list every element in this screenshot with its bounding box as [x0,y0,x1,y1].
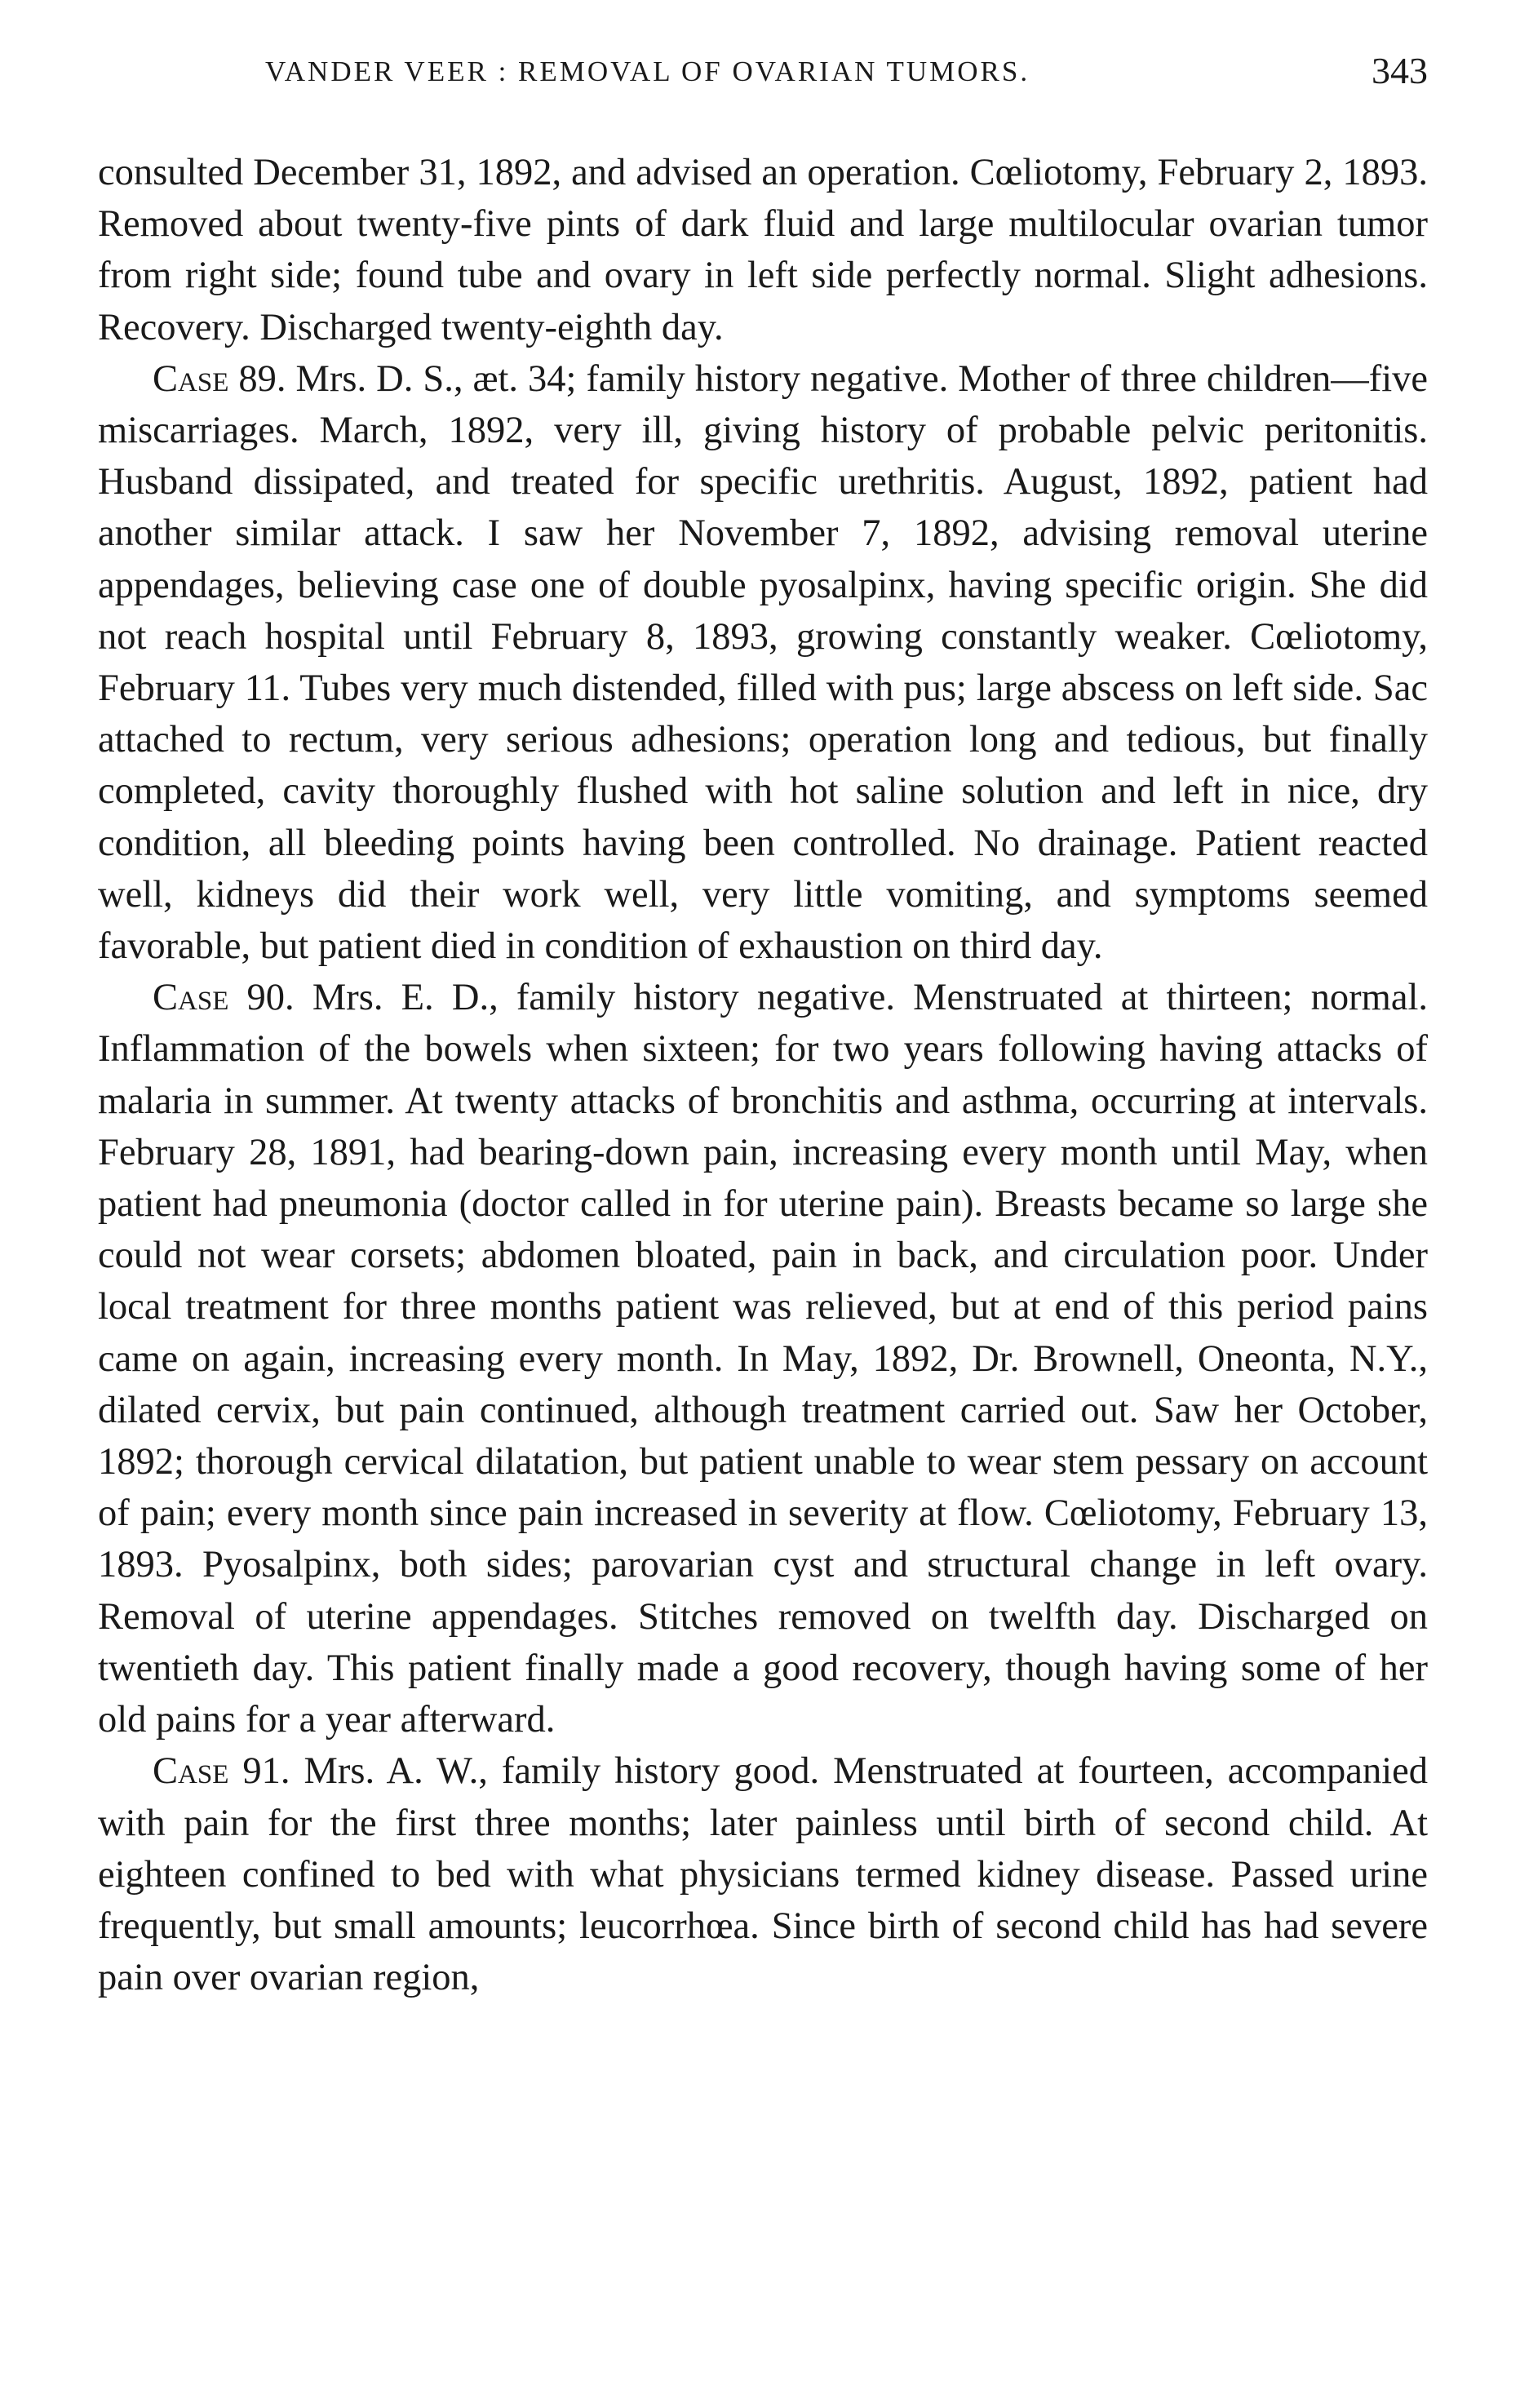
paragraph-text: Mrs. A. W., family history good. Menstruated at fourteen, accompanied with pain for the first three months; later painless until birth of second child. At eighteen confined to bed with what physicians termed kidney disease. Passed urine frequently, but small amounts; leucorrhœa. Since birth of second child has had severe pain over ovarian region, [98,1750,1429,1999]
case-label: Case 90. [153,977,295,1019]
body-text [98,147,1428,2003]
paragraph-case-90 [98,972,1428,1745]
page-number: 343 [1372,50,1428,91]
paragraph-continuation [98,147,1428,353]
running-title: VANDER VEER : REMOVAL OF OVARIAN TUMORS. [265,55,1030,87]
paragraph-text: consulted December 31, 1892, and advised an operation. Cœliotomy, February 2, 1893. Removed about twenty-five pints of dark fluid and large multilocular ovarian tumor from right side; found tube and ovary in left side perfectly normal. Slight adhesions. Recovery. Discharged twenty-eighth day. [98,152,1428,348]
paragraph-text: Mrs. D. S., æt. 34; family history negative. Mother of three children—five miscarriages. March, 1892, very ill, giving history of probable pelvic peritonitis. Husband dissipated, and treated for specific urethritis. August, 1892, patient had another similar attack. I saw her November 7, 1892, advising removal uterine appendages, believing case one of double pyosalpinx, having specific origin. She did not reach hospital until February 8, 1893, growing constantly weaker. Cœliotomy, February 11. Tubes very much distended, filled with pus; large abscess on left side. Sac attached to rectum, very serious adhesions; operation long and tedious, but finally completed, cavity thoroughly flushed with hot saline solution and left in nice, dry condition, all bleeding points having been controlled. No drainage. Patient reacted well, kidneys did their work well, very little vomiting, and symptoms seemed favorable, but patient died in condition of exhaustion on third day. [98,357,1429,968]
running-head [98,49,1428,106]
paragraph-text: Mrs. E. D., family history negative. Menstruated at thirteen; normal. Inflammation of the bowels when sixteen; for two years following having attacks of malaria in summer. At twenty attacks of bronchitis and asthma, occurring at intervals. February 28, 1891, had bearing-down pain, increasing every month until May, when patient had pneumonia (doctor called in for uterine pain). Breasts became so large she could not wear corsets; abdomen bloated, pain in back, and circulation poor. Under local treatment for three months patient was relieved, but at end of this period pains came on again, increasing every month. In May, 1892, Dr. Brownell, Oneonta, N.Y., dilated cervix, but pain continued, although treatment carried out. Saw her October, 1892; thorough cervical dilatation, but patient unable to wear stem pessary on account of pain; every month since pain increased in severity at flow. Cœliotomy, February 13, 1893. Pyosalpinx, both sides; parovarian cyst and structural change in left ovary. Removal of uterine appendages. Stitches removed on twelfth day. Discharged on twentieth day. This patient finally made a good recovery, though having some of her old pains for a year afterward. [98,977,1429,1741]
paragraph-case-91 [98,1745,1428,2003]
case-label: Case 89. [153,357,286,400]
case-label: Case 91. [153,1750,290,1793]
paragraph-case-89 [98,353,1428,972]
